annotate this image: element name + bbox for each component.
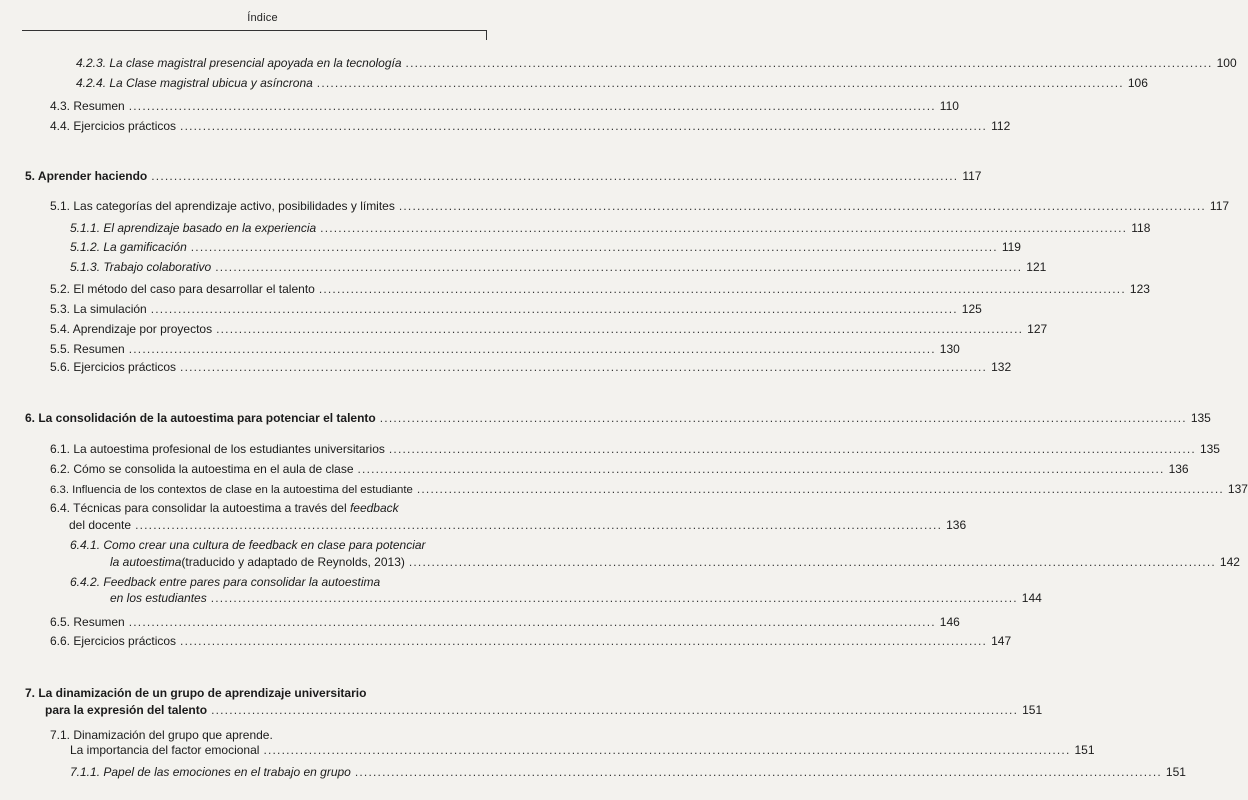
toc-entry-title: 6.2. Cómo se consolida la autoestima en el aula de clase [50, 462, 354, 476]
toc-chapter-5[interactable] [25, 167, 982, 185]
dot-leader: .................................................................................................................................................................................. [263, 743, 1071, 757]
toc-entry-title: 5.3. La simulación [50, 302, 147, 316]
toc-entry-5-6[interactable] [50, 358, 1012, 376]
toc-entry-title: 4.2.4. La Clase magistral ubicua y asíncrona [76, 76, 313, 90]
toc-entry-title: 5.6. Ejercicios prácticos [50, 360, 177, 374]
toc-page-number: 117 [962, 169, 982, 183]
toc-entry-title: 5.5. Resumen [50, 342, 125, 356]
running-header: Índice [247, 12, 278, 24]
toc-entry-4-4[interactable] [50, 117, 1011, 135]
toc-entry-5-1-1[interactable] [70, 219, 1151, 237]
toc-page-number: 123 [1129, 282, 1150, 296]
toc-chapter-title: 7. La dinamización de un grupo de aprendizaje universitario [25, 686, 367, 700]
dot-leader: .................................................................................................................................................................................. [180, 119, 988, 133]
toc-entry-5-1-3[interactable] [70, 258, 1047, 276]
toc-chapter-7-line-1[interactable] [25, 684, 366, 702]
toc-page-number: 147 [991, 634, 1012, 648]
toc-page-number: 117 [1209, 199, 1230, 213]
toc-page-number: 146 [939, 615, 960, 629]
toc-chapter-7-line-2[interactable] [45, 701, 1043, 719]
toc-entry-6-2[interactable] [50, 460, 1189, 478]
toc-page-number: 106 [1127, 76, 1148, 90]
dot-leader: .................................................................................................................................................................................. [190, 240, 998, 254]
toc-entry-title: 5.1. Las categorías del aprendizaje activo, posibilidades y límites [50, 199, 395, 213]
toc-entry-title: 6.4. Técnicas para consolidar la autoestima a través del [50, 501, 350, 515]
dot-leader: .................................................................................................................................................................................. [128, 99, 936, 113]
toc-entry-title: 5.1.3. Trabajo colaborativo [70, 260, 212, 274]
toc-page-number: 127 [1027, 322, 1048, 336]
toc-entry-5-2[interactable] [50, 280, 1150, 298]
toc-entry-title: 6.4.1. Como crear una cultura de feedback en clase para potenciar [70, 538, 426, 552]
dot-leader: .................................................................................................................................................................................. [357, 462, 1165, 476]
toc-page-number: 121 [1026, 260, 1047, 274]
toc-page-number: 125 [961, 302, 982, 316]
toc-entry-title: 6.6. Ejercicios prácticos [50, 634, 177, 648]
dot-leader: .................................................................................................................................................................................. [216, 322, 1024, 336]
toc-page-number: 151 [1022, 703, 1043, 717]
dot-leader: .................................................................................................................................................................................. [215, 260, 1023, 274]
dot-leader: .................................................................................................................................................................................. [405, 56, 1213, 70]
header-rule [22, 30, 487, 31]
toc-entry-7-1-line-2[interactable] [70, 741, 1095, 759]
toc-page-number: 142 [1219, 555, 1240, 569]
toc-page-number: 119 [1001, 240, 1021, 254]
toc-entry-title: del docente [69, 518, 132, 532]
toc-page-number: 151 [1165, 765, 1186, 779]
dot-leader: .................................................................................................................................................................................. [408, 555, 1216, 569]
toc-entry-4-2-3[interactable] [76, 54, 1237, 72]
toc-entry-6-4-1-line-1[interactable] [70, 536, 426, 554]
toc-entry-title: 5.4. Aprendizaje por proyectos [50, 322, 213, 336]
toc-entry-5-5[interactable] [50, 340, 960, 358]
dot-leader: .................................................................................................................................................................................. [128, 615, 936, 629]
toc-entry-title: 4.2.3. La clase magistral presencial apoyada en la tecnología [76, 56, 402, 70]
toc-page-number: 144 [1021, 591, 1042, 605]
dot-leader: .................................................................................................................................................................................. [210, 591, 1018, 605]
toc-entry-title: 5.1.1. El aprendizaje basado en la experiencia [70, 221, 317, 235]
toc-entry-4-2-4[interactable] [76, 74, 1148, 92]
toc-page-number: 136 [1168, 462, 1189, 476]
toc-entry-title: la autoestima [110, 555, 182, 569]
toc-entry-6-4-2-line-2[interactable] [110, 589, 1042, 607]
toc-entry-6-4-1-line-2[interactable] [110, 553, 1240, 571]
toc-entry-title-italic: feedback [349, 501, 399, 515]
toc-entry-title: 5.2. El método del caso para desarrollar el talento [50, 282, 315, 296]
toc-entry-title: 6.3. Influencia de los contextos de clase en la autoestima del estudiante [50, 484, 413, 496]
toc-entry-6-4-line-1[interactable] [50, 499, 399, 517]
toc-entry-6-6[interactable] [50, 632, 1012, 650]
toc-page-number: 132 [991, 360, 1012, 374]
toc-entry-title: Feedback entre pares para consolidar la autoestima [103, 575, 381, 589]
dot-leader: .................................................................................................................................................................................. [354, 765, 1162, 779]
header-rule-corner [486, 30, 487, 40]
toc-entry-5-3[interactable] [50, 300, 982, 318]
toc-entry-number: 6.4.2. [70, 575, 104, 589]
toc-entry-title: en los estudiantes [110, 591, 207, 605]
toc-entry-5-4[interactable] [50, 320, 1048, 338]
dot-leader: .................................................................................................................................................................................. [128, 342, 936, 356]
toc-entry-5-1-2[interactable] [70, 238, 1021, 256]
toc-chapter-title: 6. La consolidación de la autoestima para potenciar el talento [25, 411, 376, 425]
toc-chapter-6[interactable] [25, 409, 1211, 427]
toc-entry-title-plain: (traducido y adaptado de Reynolds, 2013) [181, 555, 405, 569]
toc-page-number: 135 [1190, 411, 1211, 425]
toc-entry-5-1[interactable] [50, 197, 1230, 215]
toc-entry-title: 7.1.1. Papel de las emociones en el trabajo en grupo [70, 765, 351, 779]
toc-chapter-title: para la expresión del talento [45, 703, 208, 717]
dot-leader: .................................................................................................................................................................................. [150, 302, 958, 316]
dot-leader: .................................................................................................................................................................................. [379, 411, 1187, 425]
dot-leader: .................................................................................................................................................................................. [316, 76, 1124, 90]
toc-entry-4-3[interactable] [50, 97, 959, 115]
toc-page-number: 130 [939, 342, 960, 356]
toc-page-number: 110 [939, 99, 959, 113]
dot-leader: .................................................................................................................................................................................. [211, 703, 1019, 717]
toc-page-number: 137 [1227, 482, 1248, 496]
toc-entry-6-1[interactable] [50, 440, 1220, 458]
dot-leader: .................................................................................................................................................................................. [388, 442, 1196, 456]
toc-page-number: 151 [1074, 743, 1095, 757]
dot-leader: .................................................................................................................................................................................. [320, 221, 1128, 235]
dot-leader: .................................................................................................................................................................................. [180, 360, 988, 374]
toc-entry-title: 5.1.2. La gamificación [70, 240, 187, 254]
toc-entry-title: 6.1. La autoestima profesional de los estudiantes universitarios [50, 442, 385, 456]
toc-entry-title: 6.5. Resumen [50, 615, 125, 629]
toc-page-number: 100 [1216, 56, 1237, 70]
dot-leader: .................................................................................................................................................................................. [318, 282, 1126, 296]
toc-page-number: 118 [1131, 221, 1151, 235]
toc-entry-title: 4.4. Ejercicios prácticos [50, 119, 177, 133]
toc-entry-7-1-1[interactable] [70, 763, 1186, 781]
toc-entry-6-3[interactable] [50, 480, 1248, 498]
toc-entry-title: 4.3. Resumen [50, 99, 125, 113]
dot-leader: .................................................................................................................................................................................. [180, 634, 988, 648]
toc-chapter-title: 5. Aprender haciendo [25, 169, 148, 183]
dot-leader: .................................................................................................................................................................................. [398, 199, 1206, 213]
dot-leader: .................................................................................................................................................................................. [416, 482, 1224, 496]
toc-page-number: 112 [991, 119, 1011, 133]
toc-page-number: 136 [946, 518, 967, 532]
toc-entry-title: La importancia del factor emocional [70, 743, 260, 757]
toc-entry-6-5[interactable] [50, 613, 960, 631]
dot-leader: .................................................................................................................................................................................. [135, 518, 943, 532]
dot-leader: .................................................................................................................................................................................. [151, 169, 959, 183]
toc-entry-title: 7.1. Dinamización del grupo que aprende. [50, 728, 273, 742]
toc-page-number: 135 [1199, 442, 1220, 456]
toc-entry-6-4-line-2[interactable] [69, 516, 967, 534]
